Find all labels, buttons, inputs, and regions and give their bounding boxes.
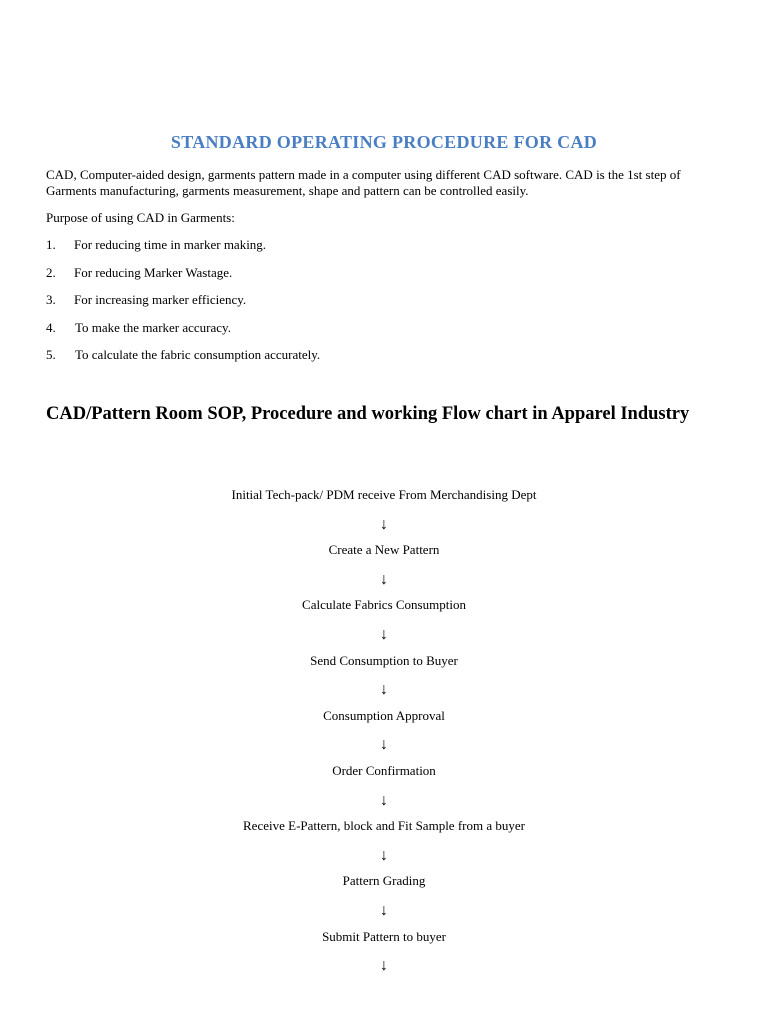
- down-arrow-icon: ↓: [380, 681, 388, 699]
- list-text: For increasing marker efficiency.: [74, 292, 247, 307]
- down-arrow-icon: ↓: [380, 625, 388, 643]
- document-title: STANDARD OPERATING PROCEDURE FOR CAD: [170, 132, 598, 152]
- flow-step: Receive E-Pattern, block and Fit Sample from a buyer: [243, 818, 525, 834]
- down-arrow-icon: ↓: [380, 515, 388, 533]
- down-arrow-icon: ↓: [380, 791, 388, 809]
- list-number: 5.: [46, 347, 56, 362]
- down-arrow-icon: ↓: [380, 736, 388, 754]
- down-arrow-icon: ↓: [380, 957, 388, 975]
- list-text: For reducing time in marker making.: [74, 237, 267, 252]
- down-arrow-icon: ↓: [380, 846, 388, 864]
- list-number: 2.: [46, 264, 56, 280]
- list-number: 3.: [46, 292, 56, 307]
- list-text: For reducing Marker Wastage.: [74, 264, 233, 280]
- list-text: To make the marker accuracy.: [75, 319, 231, 335]
- list-number: 1.: [46, 237, 56, 252]
- list-text: To calculate the fabric consumption accurately.: [75, 347, 321, 362]
- flow-step: Consumption Approval: [323, 707, 445, 723]
- purpose-heading: Purpose of using CAD in Garments:: [46, 210, 235, 225]
- list-number: 4.: [46, 319, 56, 335]
- flow-step: Pattern Grading: [342, 873, 426, 889]
- flow-chart: [0, 487, 768, 984]
- down-arrow-icon: ↓: [380, 901, 388, 919]
- flow-step: Calculate Fabrics Consumption: [302, 597, 466, 613]
- flow-step: Send Consumption to Buyer: [310, 652, 458, 668]
- flow-step: Create a New Pattern: [328, 542, 440, 558]
- flow-step: Order Confirmation: [332, 762, 436, 778]
- flow-step: Submit Pattern to buyer: [322, 928, 446, 944]
- down-arrow-icon: ↓: [380, 570, 388, 588]
- section-heading: CAD/Pattern Room SOP, Procedure and working Flow chart in Apparel Industry: [46, 404, 690, 424]
- intro-paragraph: CAD, Computer-aided design, garments pattern made in a computer using different CAD software. CAD is the 1st step of Garments manufacturing, garments measurement, shape and pattern can be controlled easily.: [46, 167, 681, 198]
- flow-step: Initial Tech-pack/ PDM receive From Merchandising Dept: [231, 487, 537, 502]
